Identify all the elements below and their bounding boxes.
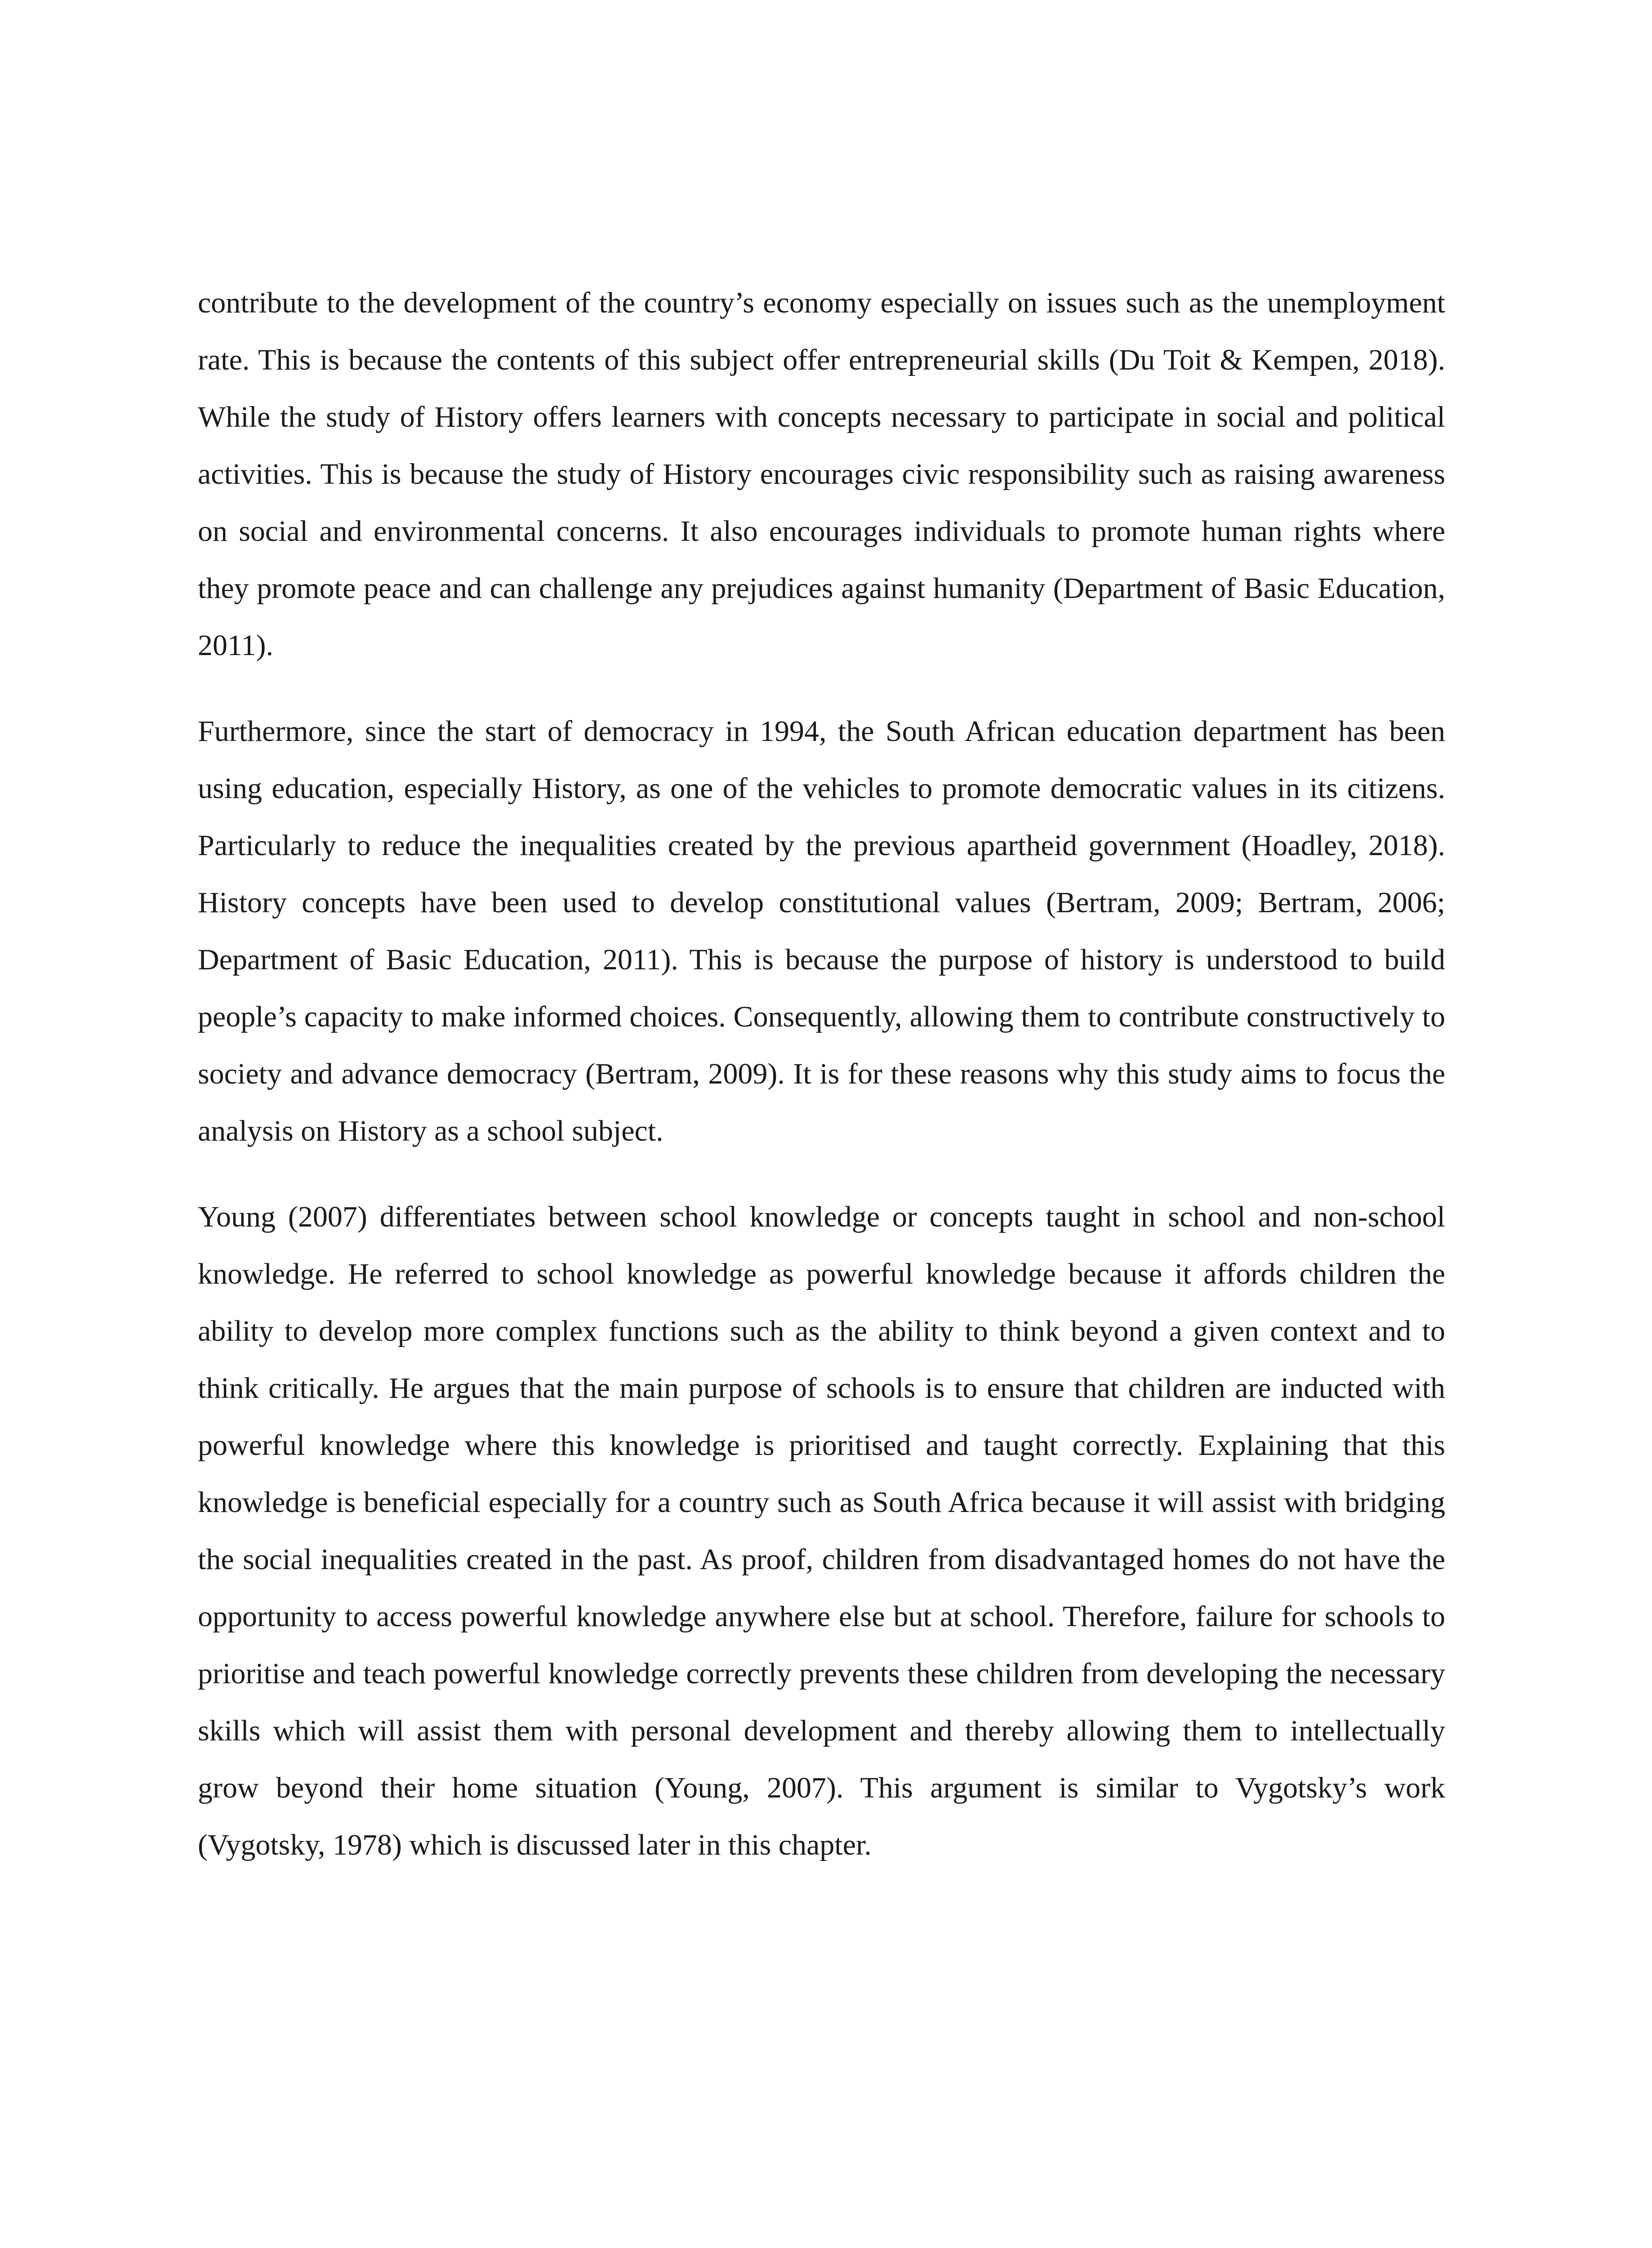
body-text (198, 274, 1445, 1902)
paragraph-3: Young (2007) differentiates between school knowledge or concepts taught in school and non-school knowledge. He referred to school knowledge as powerful knowledge because it affords children the ability to develop more complex functions such as the ability to think beyond a given context and to think critically. He argues that the main purpose of schools is to ensure that children are inducted with powerful knowledge where this knowledge is prioritised and taught correctly. Explaining that this knowledge is beneficial especially for a country such as South Africa because it will assist with bridging the social inequalities created in the past. As proof, children from disadvantaged homes do not have the opportunity to access powerful knowledge anywhere else but at school. Therefore, failure for schools to prioritise and teach powerful knowledge correctly prevents these children from developing the necessary skills which will assist them with personal development and thereby allowing them to intellectually grow beyond their home situation (Young, 2007). This argument is similar to Vygotsky’s work (Vygotsky, 1978) which is discussed later in this chapter. (198, 1200, 1445, 1861)
paragraph-2: Furthermore, since the start of democracy in 1994, the South African education department has been using education, especially History, as one of the vehicles to promote democratic values in its citizens. Particularly to reduce the inequalities created by the previous apartheid government (Hoadley, 2018). History concepts have been used to develop constitutional values (Bertram, 2009; Bertram, 2006; Department of Basic Education, 2011). This is because the purpose of history is understood to build people’s capacity to make informed choices. Consequently, allowing them to contribute constructively to society and advance democracy (Bertram, 2009). It is for these reasons why this study aims to focus the analysis on History as a school subject. (198, 715, 1445, 1147)
paragraph-1: contribute to the development of the country’s economy especially on issues such as the unemployment rate. This is because the contents of this subject offer entrepreneurial skills (Du Toit & Kempen, 2018). While the study of History offers learners with concepts necessary to participate in social and political activities. This is because the study of History encourages civic responsibility such as raising awareness on social and environmental concerns. It also encourages individuals to promote human rights where they promote peace and can challenge any prejudices against humanity (Department of Basic Education, 2011). (198, 286, 1445, 662)
